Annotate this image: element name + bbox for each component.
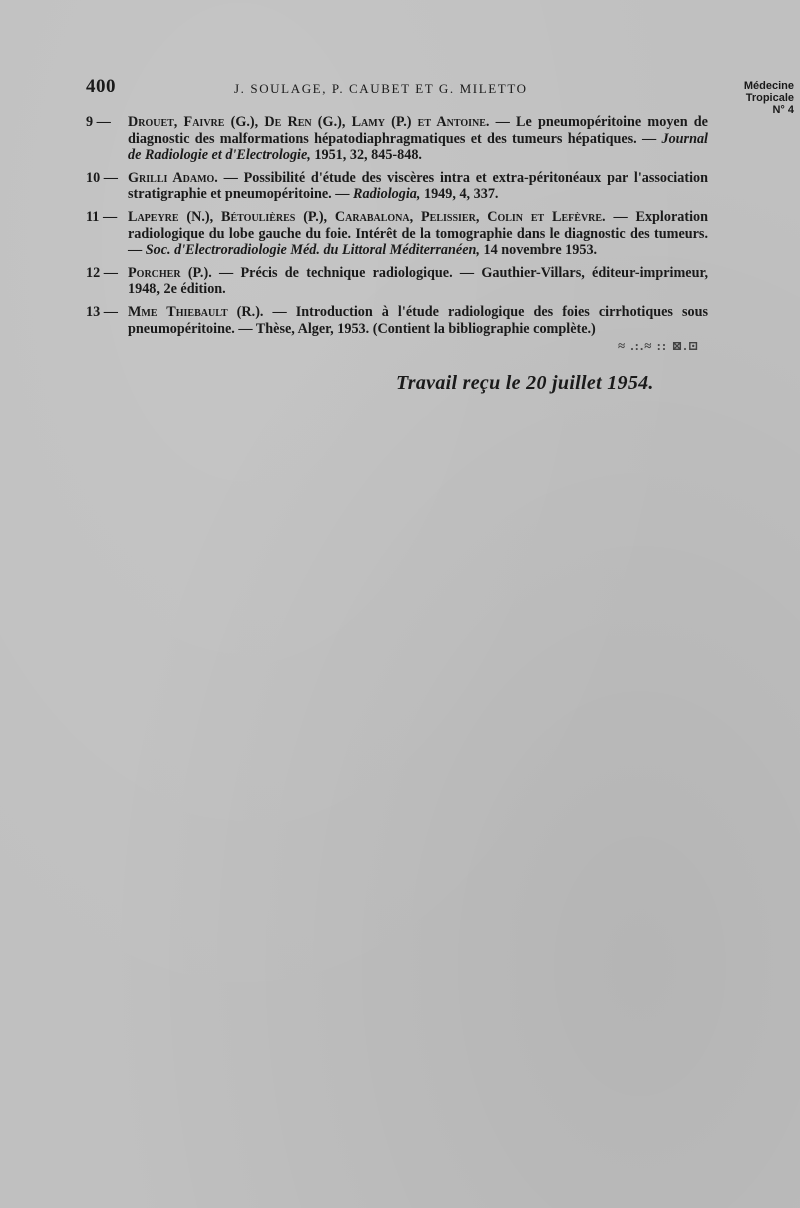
running-head: J. SOULAGE, P. CAUBET ET G. MILETTO: [234, 81, 528, 96]
reference-number: 13 —: [86, 303, 118, 320]
reference-item: [86, 170, 708, 203]
journal-tag-line: Tropicale: [745, 92, 794, 104]
reference-authors: Grilli Adamo.: [128, 169, 218, 186]
page-number: 400: [86, 76, 116, 97]
reference-number: 12 —: [86, 264, 118, 281]
reference-number: 9 —: [86, 114, 111, 130]
journal-tag-line: N° 4: [772, 104, 794, 116]
reference-body: — Introduction à l'étude radiologique des foies cirrhotiques sous pneumopéritoine. — Thèse, Alger, 1953. (Contient la bibliographie complète.): [128, 303, 709, 337]
reference-item: [86, 114, 708, 164]
reference-item: [86, 304, 708, 337]
reference-item: [86, 209, 708, 259]
reference-tail: 1951, 32, 845-848.: [310, 147, 422, 164]
reference-number: 11 —: [86, 208, 118, 225]
journal-tag-line: Médecine: [743, 80, 794, 92]
reference-number: 10 —: [86, 169, 118, 186]
reference-body: — Précis de technique radiologique. — Gauthier-Villars, éditeur-imprimeur, 1948, 2e édition.: [128, 264, 709, 298]
reference-item: [86, 265, 708, 298]
reference-tail: 1949, 4, 337.: [420, 186, 499, 203]
reference-authors: Mme Thiebault (R.).: [128, 303, 264, 320]
reference-authors: Porcher (P.).: [128, 264, 212, 281]
library-stamp: ≈ .:.≈ :: ⊠.⊡: [618, 338, 700, 353]
reference-authors: Lapeyre (N.), Bétoulières (P.), Carabalona, Pelissier, Colin et Lefèvre.: [128, 208, 606, 225]
reference-source: Journal de Radiologie et d'Electrologie,: [128, 130, 708, 164]
reference-body: — Exploration radiologique du lobe gauche du foie. Intérêt de la tomographie dans le diagnostic des tumeurs. —: [128, 208, 708, 259]
reference-list: [86, 114, 708, 343]
reference-body: — Possibilité d'étude des viscères intra et extra-péritonéaux par l'association stratigraphie et pneumopéritoine. —: [128, 169, 708, 203]
reference-tail: 14 novembre 1953.: [479, 242, 598, 259]
reference-authors: Drouet, Faivre (G.), De Ren (G.), Lamy (P.) et Antoine.: [128, 114, 490, 130]
reference-body: — Le pneumopéritoine moyen de diagnostic des malformations hépatodiaphragmatiques et des tumeurs hépatiques. —: [128, 114, 708, 147]
reference-source: Soc. d'Electroradiologie Méd. du Littoral Méditerranéen,: [145, 242, 480, 259]
received-date-note: Travail reçu le 20 juillet 1954.: [396, 372, 654, 394]
journal-tag: [714, 80, 794, 116]
reference-source: Radiologia,: [353, 186, 421, 203]
